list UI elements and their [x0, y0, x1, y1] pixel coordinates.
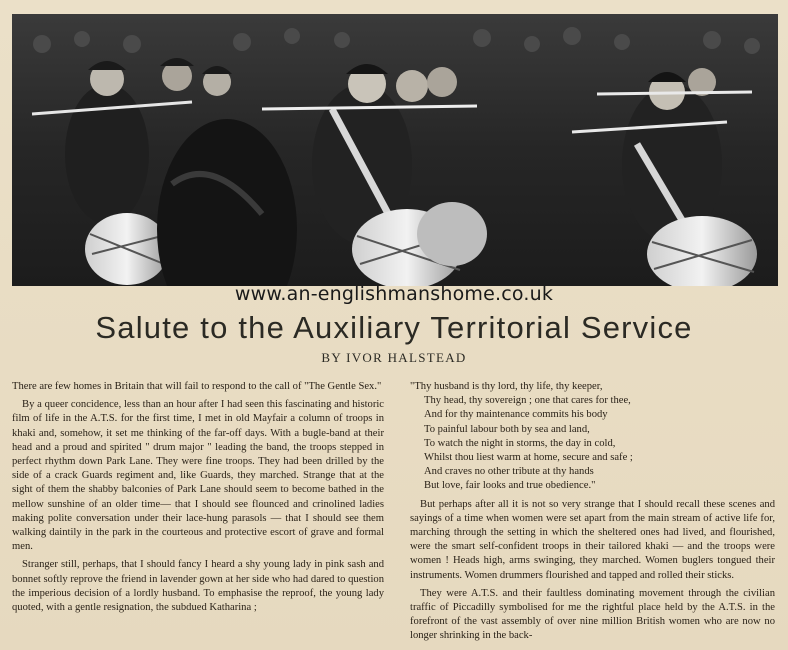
website-watermark: www.an-englishmanshome.co.uk — [234, 283, 554, 305]
verse-line: To painful labour both by sea and land, — [424, 423, 590, 435]
article-title: Salute to the Auxiliary Territorial Service — [95, 310, 693, 345]
marching-band-photo — [12, 14, 778, 286]
verse-line: And for thy maintenance commits his body — [424, 409, 608, 421]
article-byline: BY IVOR HALSTEAD — [321, 350, 467, 365]
paragraph-coincidence: By a queer concidence, less than an hour after I had seen this fascinating and historic film of life in the A.T.S. for the first time, I met in old Mayfair a column of troops in khaki and, somehow, it set me thinking of the far-off days. With a bugle-band at their head and a proud and spirited " drum major " leading the band, the troops stepped in perfect rhythm down Park Lane. They were fine troops. They had been drilled by the side of a crack Guards regiment and, like Guards, they marched. Strange that at the sight of them the shabby balconies of Park Lane should seem to become bathed in the mellow sunshine of an older time— that I should see flounced and crinolined ladies making polite conversation under their lace-hung parasols — that I should see them walking daintily in the park in the courteous and protective escort of grave and formal men. — [12, 399, 384, 553]
paragraph-perhaps: But perhaps after all it is not so very strange that I should recall these scenes and sayings of a time when women were set apart from the main stream of active life for, marching through the setting in which the sheltered ones had lived, and flourished, were the smart self-confident troops in their tailored khaki — and the troops were women ! Heads high, arms swinging, they marched. Women buglers tongued their instruments. Women drummers flourished and tapped and rolled their sticks. — [410, 498, 775, 581]
verse-line: But love, fair looks and true obedience." — [424, 480, 596, 492]
verse-line: To watch the night in storms, the day in cold, — [424, 437, 616, 449]
paragraph-stranger-still: Stranger still, perhaps, that I should fancy I heard a shy young lady in pink sash and bonnet softly reprove the friend in lavender gown at her side who had dared to question the imperious decision of a lordly husband. To emphasise the reproof, the young lady quoted, with a gentle resignation, the subdued Katharina ; — [12, 559, 384, 614]
verse-line: And craves no other tribute at thy hands — [424, 466, 594, 478]
verse-line: Thy head, thy sovereign ; one that cares for thee, — [424, 395, 631, 407]
verse-line: Whilst thou liest warm at home, secure and safe ; — [424, 452, 633, 464]
right-text-column — [410, 380, 775, 648]
verse-line: "Thy husband is thy lord, thy life, thy keeper, — [410, 381, 603, 392]
shakespeare-quote — [410, 380, 775, 494]
paragraph-ats: They were A.T.S. and their faultless dominating movement through the civilian traffic of Piccadilly symbolised for me the rightful place held by the A.T.S. in the forefront of the vast assembly of over nine million British women who are now no longer shrinking in the back- — [410, 587, 775, 642]
left-text-column — [12, 380, 384, 619]
paragraph-intro: There are few homes in Britain that will fail to respond to the call of "The Gentle Sex." — [12, 381, 382, 392]
